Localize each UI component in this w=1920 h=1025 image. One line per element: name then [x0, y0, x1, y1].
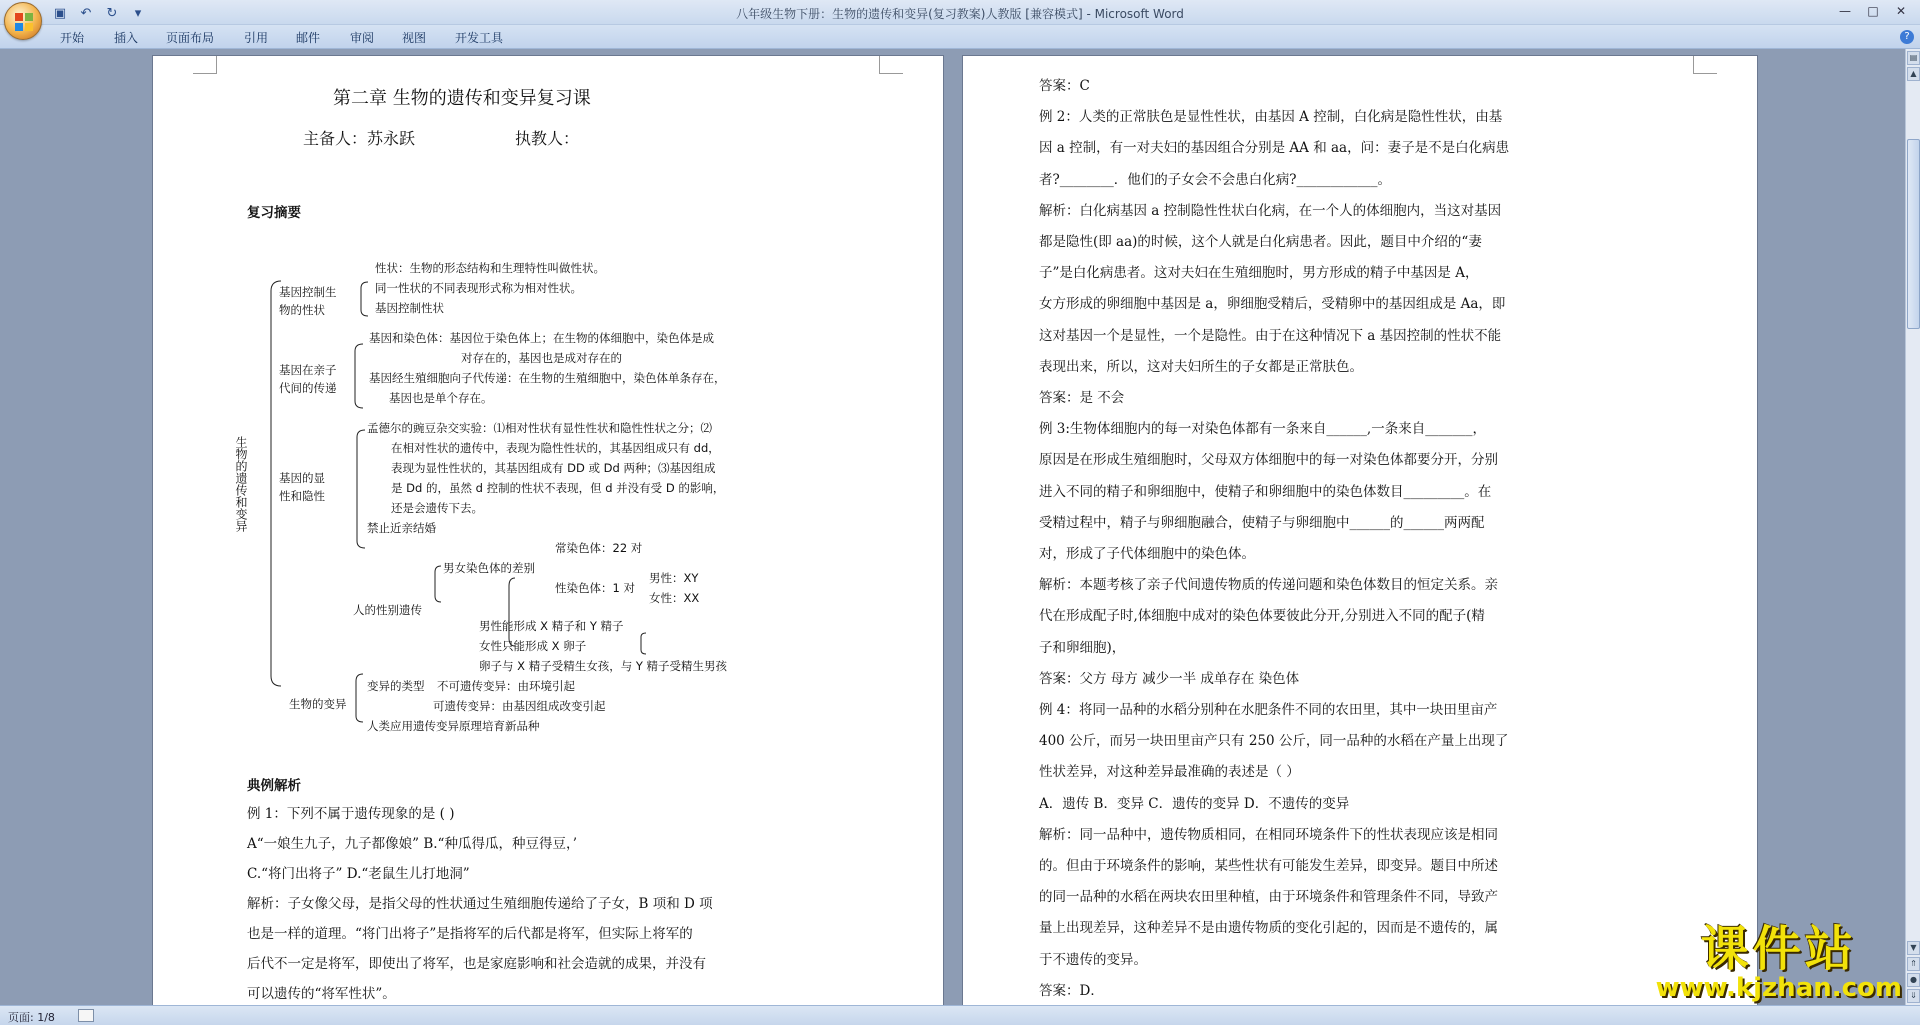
page-2-line: 例 4：将同一品种的水稻分别种在水肥条件不同的农田里，其中一块田里亩产 [1039, 702, 1498, 718]
scroll-down-icon[interactable]: ▼ [1907, 941, 1920, 955]
branch-dominance-1: 基因的显 [279, 471, 325, 485]
transmission-item: 基因经生殖细胞向子代传递：在生物的生殖细胞中，染色体单条存在， [369, 371, 726, 385]
page-2-line: 进入不同的精子和卵细胞中，使精子和卵细胞中的染色体数目_________。在 [1039, 483, 1492, 500]
teacher-line: 执教人： [515, 129, 580, 148]
page-2-line: 子和卵细胞)， [1039, 639, 1126, 656]
example-1-explanation: 可以遗传的“将军性状”。 [247, 986, 396, 1002]
tab-insert[interactable]: 插入 [114, 31, 139, 45]
window-title: 八年级生物下册：生物的遗传和变异(复习教案)人教版 [兼容模式] - Microsoft Word [736, 7, 1184, 21]
common-chromosome: 常染色体：22 对 [555, 541, 643, 555]
branch-sex-inheritance: 人的性别遗传 [353, 603, 422, 617]
page-2-line: 答案：父方 母方 减少一半 成单存在 染色体 [1039, 670, 1300, 687]
vertical-scrollbar[interactable] [1905, 49, 1920, 1005]
page-2-line: 女方形成的卵细胞中基因是 a，卵细胞受精后，受精卵中的基因组成是 Aa，即 [1039, 296, 1506, 313]
tab-review[interactable]: 审阅 [350, 31, 375, 45]
undo-icon[interactable]: ↶ [80, 5, 92, 21]
page-2-line: 答案：C [1039, 78, 1090, 94]
maximize-button[interactable]: □ [1867, 4, 1879, 18]
sex-inheritance-item: 卵子与 X 精子受精生女孩，与 Y 精子受精生男孩 [479, 659, 728, 673]
proofing-icon[interactable] [78, 1009, 94, 1022]
next-page-icon[interactable]: ⇓ [1907, 989, 1920, 1003]
dominance-item: 是 Dd 的，虽然 d 控制的性状不表现，但 d 并没有受 D 的影响， [391, 481, 725, 495]
transmission-item: 基因也是单个存在。 [389, 391, 493, 405]
example-1-explanation: 也是一样的道理。“将门出将子”是指将军的后代都是将军，但实际上将军的 [247, 926, 693, 942]
scroll-thumb[interactable] [1907, 139, 1920, 329]
office-logo-icon [14, 12, 34, 32]
examples-heading: 典例解析 [247, 778, 301, 794]
variation-application: 人类应用遗传变异原理培育新品种 [367, 719, 540, 733]
transmission-item: 对存在的，基因也是成对存在的 [461, 351, 622, 365]
mindmap-root: 生物的遗传和变异 [234, 436, 248, 532]
page-2-line: 例 3:生物体细胞内的每一对染色体都有一条来自______,一条来自_______， [1039, 421, 1486, 438]
page-title: 第二章 生物的遗传和变异复习课 [333, 88, 591, 109]
non-heritable-variation: 不可遗传变异：由环境引起 [437, 679, 575, 693]
summary-heading: 复习摘要 [247, 205, 301, 221]
page-2-line: 的。但由于环境条件的影响，某些性状有可能发生差异，即变异。题目中所述 [1039, 858, 1498, 874]
page-2-line: A．遗传 B．变异 C．遗传的变异 D．不遗传的变异 [1039, 795, 1350, 812]
page-2-line: 都是隐性(即 aa)的时候，这个人就是白化病患者。因此，题目中介绍的“妻 [1039, 234, 1482, 250]
page-2-line: 因 a 控制，有一对夫妇的基因组合分别是 AA 和 aa，问：妻子是不是白化病患 [1039, 140, 1510, 157]
page-2-line: 受精过程中，精子与卵细胞融合，使精子与卵细胞中______的______两两配 [1039, 514, 1485, 531]
dominance-item: 禁止近亲结婚 [367, 521, 436, 535]
sex-inheritance-item: 女性只能形成 X 卵子 [479, 639, 587, 653]
dominance-item: 还是会遗传下去。 [391, 501, 483, 515]
example-1-explanation: 后代不一定是将军，即使出了将军，也是家庭影响和社会造就的成果，并没有 [247, 956, 706, 972]
redo-icon[interactable]: ↻ [106, 5, 118, 21]
branch-transmission-1: 基因在亲子 [279, 363, 337, 377]
tab-references[interactable]: 引用 [244, 31, 269, 45]
help-icon[interactable]: ? [1900, 30, 1914, 44]
window-controls [1832, 2, 1914, 20]
sex-chromosome: 性染色体：1 对 [555, 581, 635, 595]
scroll-up-icon[interactable]: ▲ [1907, 67, 1920, 81]
previous-page-icon[interactable]: ⇑ [1907, 957, 1920, 971]
ruler-toggle-icon[interactable]: ▤ [1907, 51, 1920, 65]
page-2-line: 的同一品种的水稻在两块农田里种植，由于环境条件和管理条件不同，导致产 [1039, 889, 1498, 906]
page-2-line: 者?________．他们的子女会不会患白化病?____________。 [1039, 171, 1391, 188]
watermark [1656, 910, 1902, 1003]
author-line: 主备人：苏永跃 [303, 129, 416, 148]
page-2-line: 解析：白化病基因 a 控制隐性性状白化病，在一个人的体细胞内，当这对基因 [1039, 202, 1502, 219]
trait-item: 同一性状的不同表现形式称为相对性状。 [375, 281, 582, 295]
document-area[interactable] [0, 49, 1905, 1005]
heritable-variation: 可遗传变异：由基因组成改变引起 [433, 699, 606, 713]
status-bar [0, 1005, 1920, 1025]
example-1-options-cd: C.“将门出将子” D.“老鼠生儿打地洞” [247, 866, 470, 882]
page-2-line: 表现出来，所以，这对夫妇所生的子女都是正常肤色。 [1039, 358, 1363, 375]
sex-inheritance-item: 男性能形成 X 精子和 Y 精子 [479, 619, 624, 633]
office-button[interactable] [4, 2, 42, 40]
watermark-title: 课件站 [1700, 921, 1857, 977]
tab-mailings[interactable]: 邮件 [296, 31, 321, 45]
page-2-line: 量上出现差异，这种差异不是由遗传物质的变化引起的，因而是不遗传的，属 [1039, 920, 1498, 937]
male-chromosome: 男性：XY [649, 571, 699, 585]
page-2-line: 例 2：人类的正常肤色是显性性状，由基因 A 控制，白化病是隐性性状，由基 [1039, 109, 1503, 126]
dominance-item: 孟德尔的豌豆杂交实验：⑴相对性状有显性性状和隐性性状之分；⑵ [367, 421, 712, 435]
page-2-line: 代在形成配子时,体细胞中成对的染色体要彼此分开,分别进入不同的配子(精 [1039, 608, 1485, 625]
trait-item: 性状：生物的形态结构和生理特性叫做性状。 [375, 261, 605, 275]
close-button[interactable]: ✕ [1895, 4, 1907, 18]
branch-gene-trait-2: 物的性状 [279, 303, 325, 317]
page-count[interactable]: 页面: 1/8 [8, 1011, 55, 1024]
branch-variation: 生物的变异 [289, 697, 347, 711]
page-corner-mark [1693, 56, 1717, 74]
female-chromosome: 女性：XX [649, 591, 700, 605]
page-2-line: 于不遗传的变异。 [1039, 951, 1147, 968]
tab-page-layout[interactable]: 页面布局 [166, 31, 215, 45]
transmission-item: 基因和染色体：基因位于染色体上；在生物的体细胞中，染色体是成 [369, 331, 714, 345]
page-2-line: 这对基因一个是显性，一个是隐性。由于在这种情况下 a 基因控制的性状不能 [1039, 327, 1502, 344]
document-page-1[interactable] [152, 55, 944, 1005]
page-2-line: 解析：同一品种中，遗传物质相同，在相同环境条件下的性状表现应该是相同 [1039, 826, 1498, 843]
watermark-url: www.kjzhan.com [1655, 973, 1902, 1003]
page-2-line: 答案：D． [1039, 982, 1104, 999]
select-browse-object-icon[interactable]: ● [1907, 973, 1920, 987]
page-2-line: 性状差异，对这种差异最准确的表述是（ ） [1039, 764, 1300, 781]
dominance-item: 表现为显性性状的，其基因组成有 DD 或 Dd 两种；⑶基因组成 [391, 461, 716, 475]
branch-gene-trait-1: 基因控制生 [279, 285, 337, 299]
title-bar [0, 0, 1920, 25]
tab-developer[interactable]: 开发工具 [455, 31, 504, 45]
page-2-line: 答案：是 不会 [1039, 390, 1125, 406]
example-1-options-ab: A“一娘生九子，九子都像娘” B.“种瓜得瓜，种豆得豆，’ [247, 836, 577, 852]
variation-type: 变异的类型 [367, 679, 425, 693]
page-2-line: 对，形成了子代体细胞中的染色体。 [1039, 546, 1255, 562]
chromosome-difference: 男女染色体的差别 [443, 561, 535, 575]
page-2-line: 原因是在形成生殖细胞时，父母双方体细胞中的每一对染色体都要分开，分别 [1039, 452, 1498, 469]
branch-transmission-2: 代间的传递 [279, 381, 337, 395]
page-2-line: 子”是白化病患者。这对夫妇在生殖细胞时，男方形成的精子中基因是 A， [1039, 265, 1479, 282]
example-1-explanation: 解析：子女像父母，是指父母的性状通过生殖细胞传递给了子女，B 项和 D 项 [247, 896, 713, 912]
trait-item: 基因控制性状 [375, 301, 444, 315]
tab-view[interactable]: 视图 [402, 31, 427, 45]
tab-home[interactable]: 开始 [60, 31, 85, 45]
page-2-line: 400 公斤，而另一块田里亩产只有 250 公斤，同一品种的水稻在产量上出现了 [1039, 733, 1509, 750]
dominance-item: 在相对性状的遗传中，表现为隐性性状的，其基因组成只有 dd， [391, 441, 720, 455]
customize-qat-icon[interactable]: ▾ [134, 5, 142, 21]
minimize-button[interactable]: — [1839, 4, 1851, 18]
ribbon-tabs [0, 25, 1920, 49]
save-icon[interactable]: ▣ [53, 5, 67, 21]
document-page-2[interactable] [962, 55, 1758, 1005]
example-1: 例 1：下列不属于遗传现象的是 ( ) [247, 806, 455, 822]
page-2-line: 解析：本题考核了亲子代间遗传物质的传递问题和染色体数目的恒定关系。亲 [1039, 577, 1498, 594]
branch-dominance-2: 性和隐性 [279, 489, 325, 503]
